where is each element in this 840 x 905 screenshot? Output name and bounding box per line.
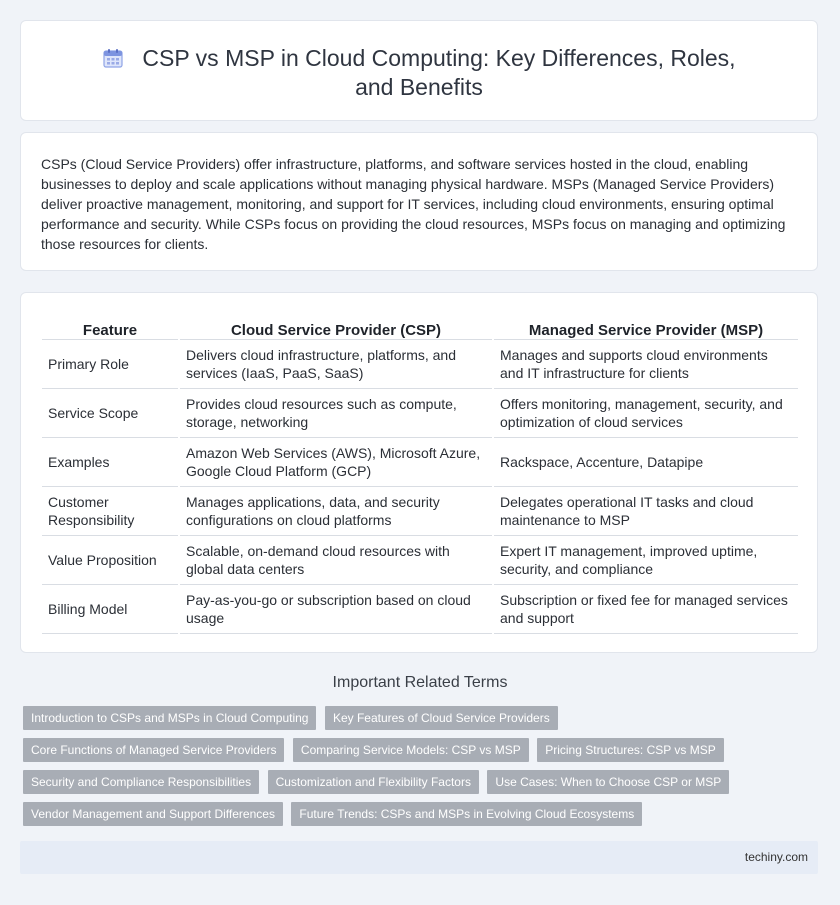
row-csp: Pay-as-you-go or subscription based on cloud usage <box>179 585 493 634</box>
intro-card <box>20 132 818 271</box>
related-term-tag[interactable]: Future Trends: CSPs and MSPs in Evolving Cloud Ecosystems <box>291 802 642 826</box>
table-header-row <box>42 315 798 340</box>
footer-site-link[interactable]: techiny.com <box>744 850 808 864</box>
header-feature: Feature <box>42 315 179 340</box>
row-feature: Billing Model <box>42 585 179 634</box>
title-card <box>20 20 818 121</box>
page-title-wrap <box>21 44 817 102</box>
header-csp: Cloud Service Provider (CSP) <box>179 315 493 340</box>
row-csp: Scalable, on-demand cloud resources with global data centers <box>179 536 493 585</box>
calendar-icon <box>102 47 124 69</box>
row-csp: Provides cloud resources such as compute, storage, networking <box>179 389 493 438</box>
row-msp: Manages and supports cloud environments and IT infrastructure for clients <box>493 340 798 389</box>
row-feature: Service Scope <box>42 389 179 438</box>
comparison-table <box>42 315 798 634</box>
row-feature: Examples <box>42 438 179 487</box>
related-terms-heading: Important Related Terms <box>332 674 508 691</box>
table-row <box>42 585 798 634</box>
comparison-card <box>20 292 818 653</box>
row-msp: Offers monitoring, management, security, and optimization of cloud services <box>493 389 798 438</box>
intro-paragraph: CSPs (Cloud Service Providers) offer infrastructure, platforms, and software services hosted in the cloud, enabling businesses to deploy and scale applications without managing physical hardware. MSPs (Managed Service Providers) deliver proactive management, monitoring, and support for IT services, including cloud environments, ensuring optimal performance and security. While CSPs focus on providing the cloud resources, MSPs focus on managing and optimizing those resources for clients. <box>41 156 786 252</box>
row-msp: Subscription or fixed fee for managed services and support <box>493 585 798 634</box>
row-csp: Manages applications, data, and security configurations on cloud platforms <box>179 487 493 536</box>
table-row <box>42 536 798 585</box>
related-term-tag[interactable]: Comparing Service Models: CSP vs MSP <box>293 738 529 762</box>
row-feature: Customer Responsibility <box>42 487 179 536</box>
header-msp: Managed Service Provider (MSP) <box>493 315 798 340</box>
table-row <box>42 389 798 438</box>
table-row <box>42 438 798 487</box>
related-term-tag[interactable]: Pricing Structures: CSP vs MSP <box>537 738 724 762</box>
row-msp: Rackspace, Accenture, Datapipe <box>493 438 798 487</box>
row-csp: Delivers cloud infrastructure, platforms, and services (IaaS, PaaS, SaaS) <box>179 340 493 389</box>
table-row <box>42 487 798 536</box>
footer-bar <box>20 841 818 874</box>
row-csp: Amazon Web Services (AWS), Microsoft Azure, Google Cloud Platform (GCP) <box>179 438 493 487</box>
related-term-tag[interactable]: Use Cases: When to Choose CSP or MSP <box>487 770 729 794</box>
related-term-tag[interactable]: Introduction to CSPs and MSPs in Cloud Computing <box>23 706 316 730</box>
table-row <box>42 340 798 389</box>
row-msp: Delegates operational IT tasks and cloud maintenance to MSP <box>493 487 798 536</box>
row-feature: Primary Role <box>42 340 179 389</box>
related-term-tag[interactable]: Core Functions of Managed Service Providers <box>23 738 284 762</box>
related-term-tag[interactable]: Customization and Flexibility Factors <box>268 770 479 794</box>
related-term-tag[interactable]: Key Features of Cloud Service Providers <box>325 706 558 730</box>
related-term-tag[interactable]: Security and Compliance Responsibilities <box>23 770 259 794</box>
page-title: CSP vs MSP in Cloud Computing: Key Differences, Roles, and Benefits <box>142 45 736 100</box>
related-terms-list <box>23 706 823 834</box>
row-feature: Value Proposition <box>42 536 179 585</box>
row-msp: Expert IT management, improved uptime, security, and compliance <box>493 536 798 585</box>
related-term-tag[interactable]: Vendor Management and Support Differences <box>23 802 283 826</box>
